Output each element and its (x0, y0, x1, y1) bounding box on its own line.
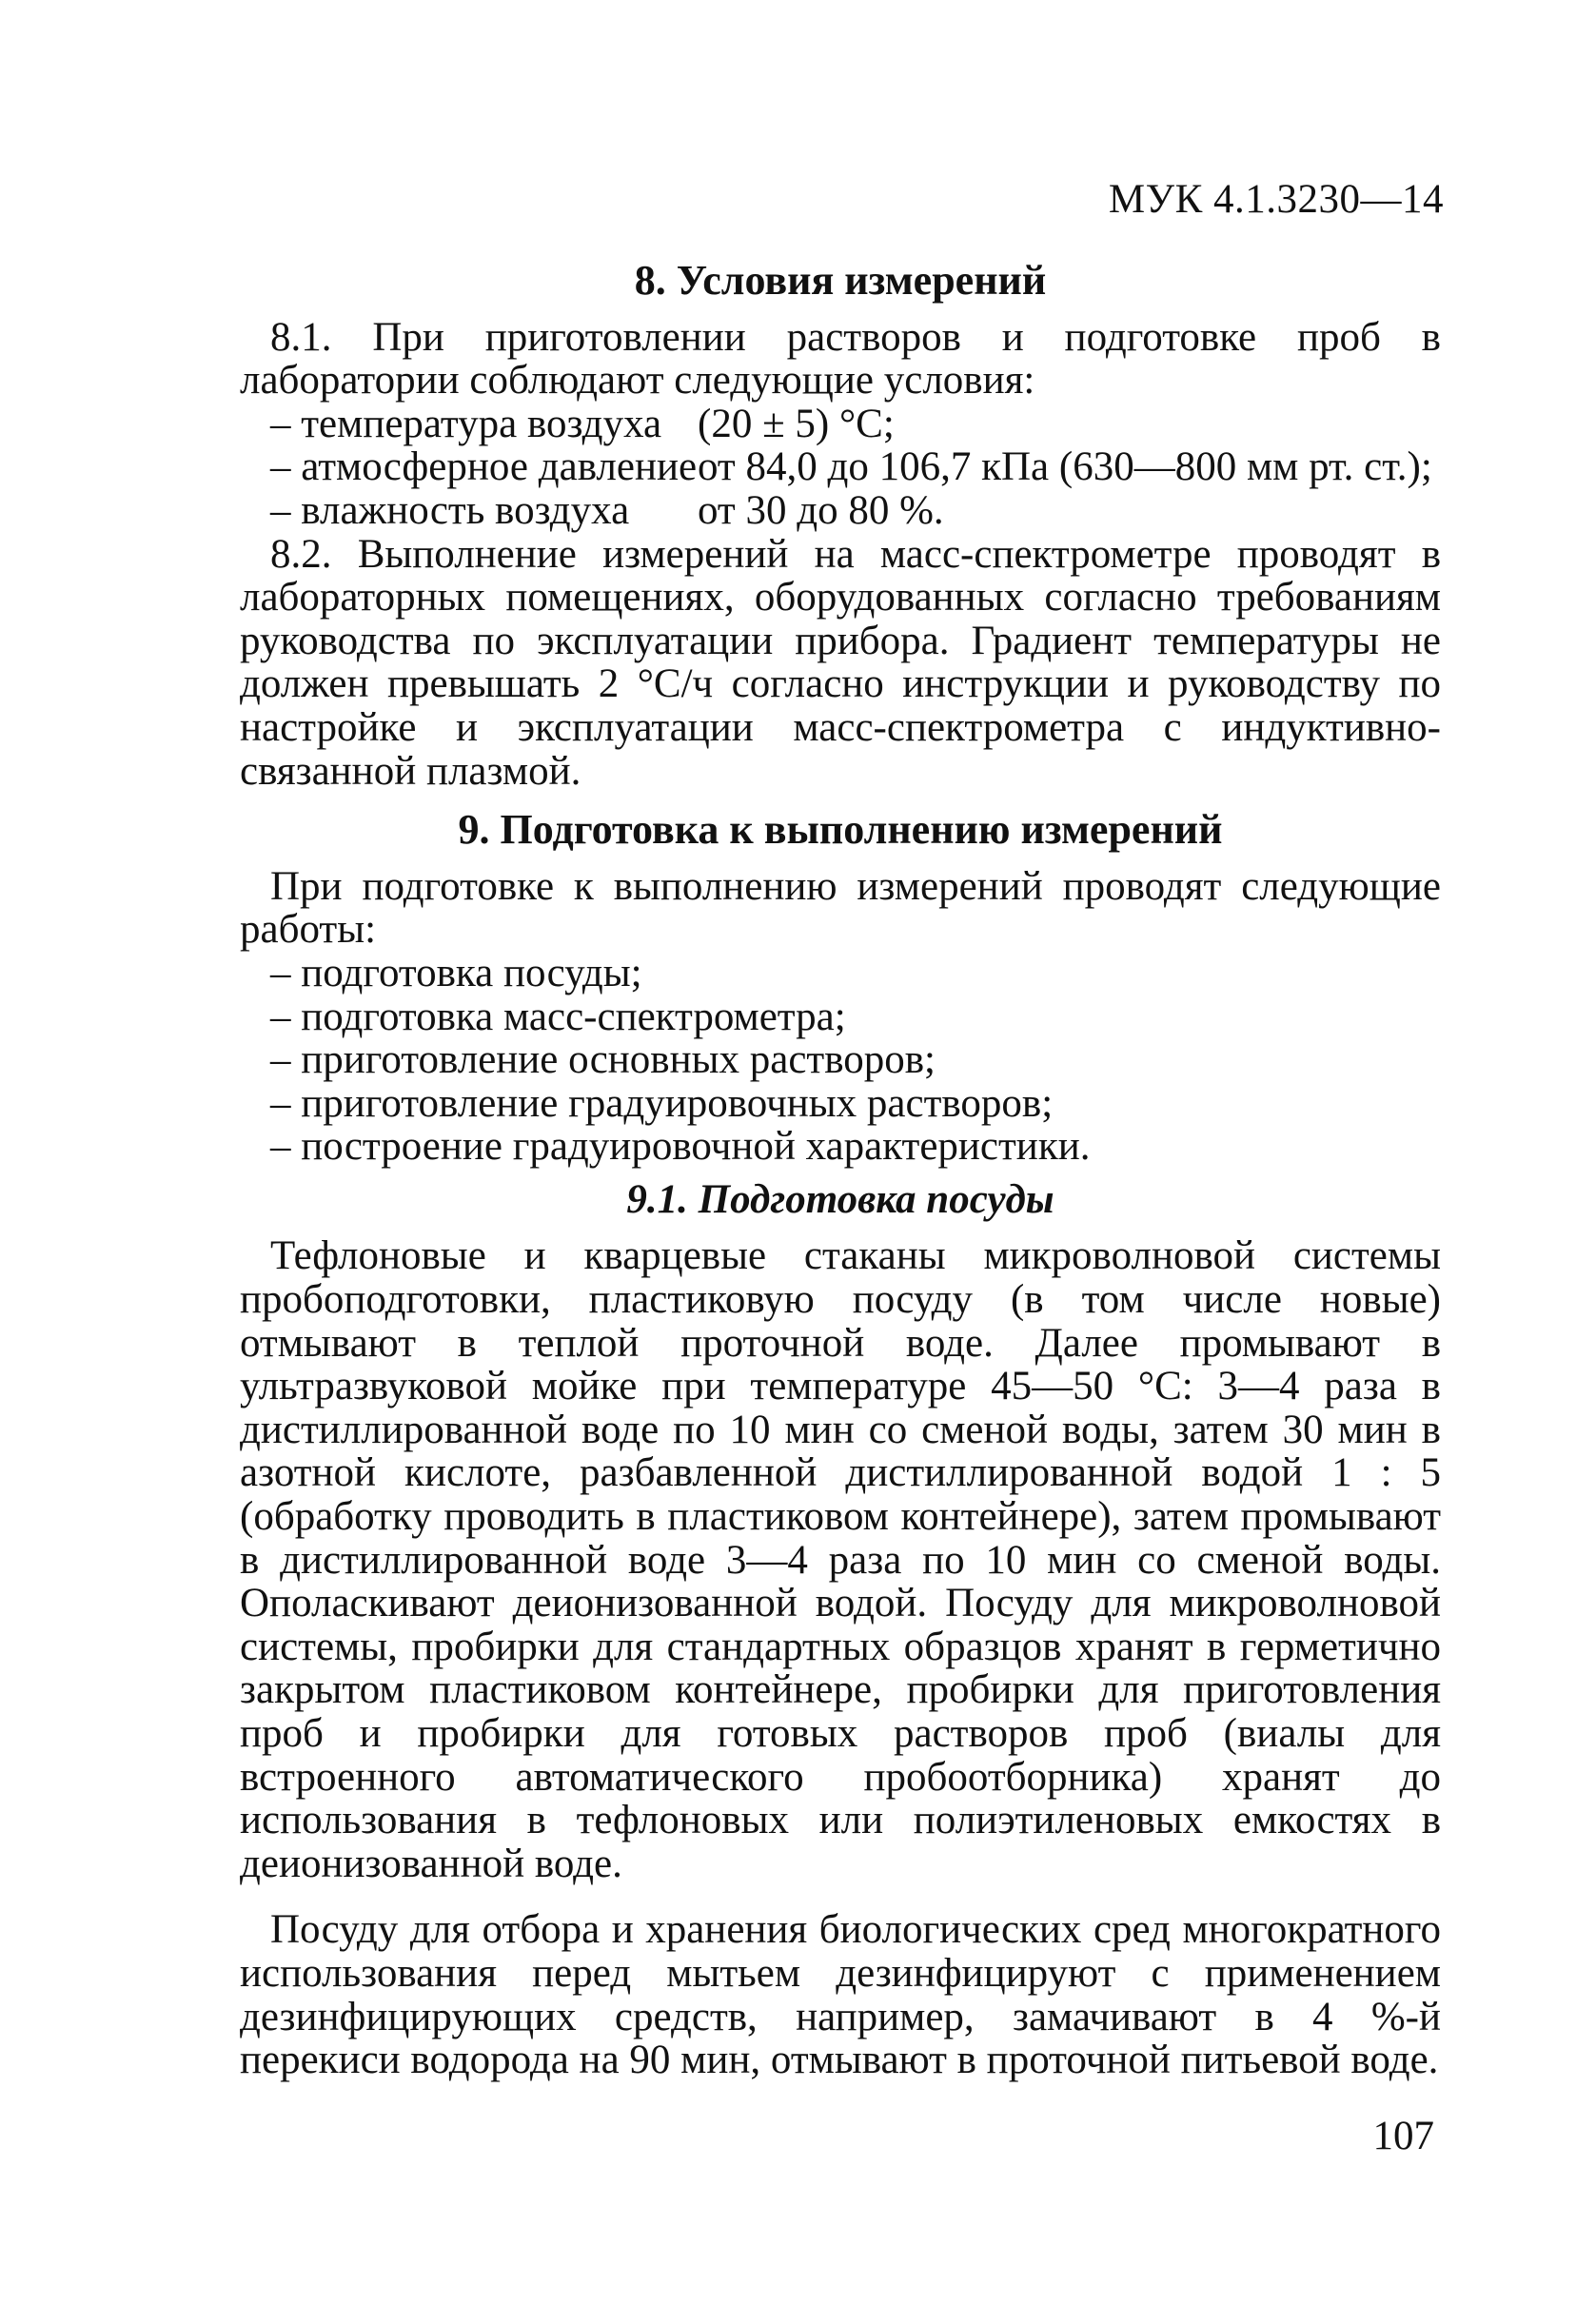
condition-name: – температура воздуха (270, 401, 662, 446)
list-item: – построение градуировочной характеристики. (270, 1124, 1091, 1170)
condition-name: – атмосферное давление (270, 444, 698, 490)
condition-value: (20 ± 5) °С; (698, 401, 895, 446)
list-item: – приготовление основных растворов; (270, 1037, 936, 1083)
conditions-table (270, 403, 1432, 533)
paragraph-9-1-b: Посуду для отбора и хранения биологических сред многократного использования перед мытьем дезинфицируют с применением дезинфицирующих средств, например, замачивают в 4 %-й перекиси водорода на 90 мин, отмывают в проточной питьевой воде. (240, 1907, 1441, 2083)
paragraph-8-2: 8.2. Выполнение измерений на масс-спектрометре проводят в лабораторных помещениях, оборудованных согласно требованиям руководства по эксплуатации прибора. Градиент температуры не должен превышать 2 °С/ч согласно инструкции и руководству по настройке и эксплуатации масс-спектрометра с индуктивно-связанной плазмой. (240, 531, 1441, 794)
section-8-heading: 8. Условия измерений (634, 257, 1047, 304)
subsection-9-1-heading: 9.1. Подготовка посуды (626, 1176, 1054, 1222)
condition-row (270, 489, 1432, 533)
section-9-intro: При подготовке к выполнению измерений проводят следующие работы: (240, 863, 1441, 953)
page-number: 107 (1372, 2114, 1434, 2158)
condition-name: – влажность воздуха (270, 487, 630, 533)
condition-value: от 84,0 до 106,7 кПа (630—800 мм рт. ст.); (698, 444, 1432, 490)
list-item: – приготовление градуировочных растворов; (270, 1080, 1054, 1126)
section-9-heading: 9. Подготовка к выполнению измерений (458, 806, 1223, 854)
works-list (240, 952, 1441, 1169)
paragraph-8-1: 8.1. При приготовлении растворов и подготовке проб в лаборатории соблюдают следующие условия: (240, 314, 1441, 404)
condition-row (270, 445, 1432, 489)
page-content (240, 259, 1441, 2082)
condition-row (270, 403, 1432, 446)
list-item: – подготовка масс-спектрометра; (270, 994, 846, 1039)
document-code: МУК 4.1.3230—14 (1108, 177, 1444, 222)
paragraph-9-1-a: Тефлоновые и кварцевые стаканы микроволновой системы пробоподготовки, пластиковую посуду (в том числе новые) отмывают в теплой проточной воде. Далее промывают в ультразвуковой мойке при температуре 45—50 °С: 3—4 раза в дистиллированной воде по 10 мин со сменой воды, затем 30 мин в азотной кислоте, разбавленной дистиллированной водой 1 : 5 (обработку проводить в пластиковом контейнере), затем промывают в дистиллированной воде 3—4 раза по 10 мин со сменой воды. Ополаскивают деионизованной водой. Посуду для микроволновой системы, пробирки для стандартных образцов хранят в герметично закрытом пластиковом контейнере, пробирки для приготовления проб и пробирки для готовых растворов проб (виалы для встроенного автоматического пробоотборника) хранят до использования в тефлоновых или полиэтиленовых емкостях в деионизованной воде. (240, 1233, 1441, 1886)
list-item: – подготовка посуды; (270, 950, 642, 995)
condition-value: от 30 до 80 %. (698, 487, 944, 533)
